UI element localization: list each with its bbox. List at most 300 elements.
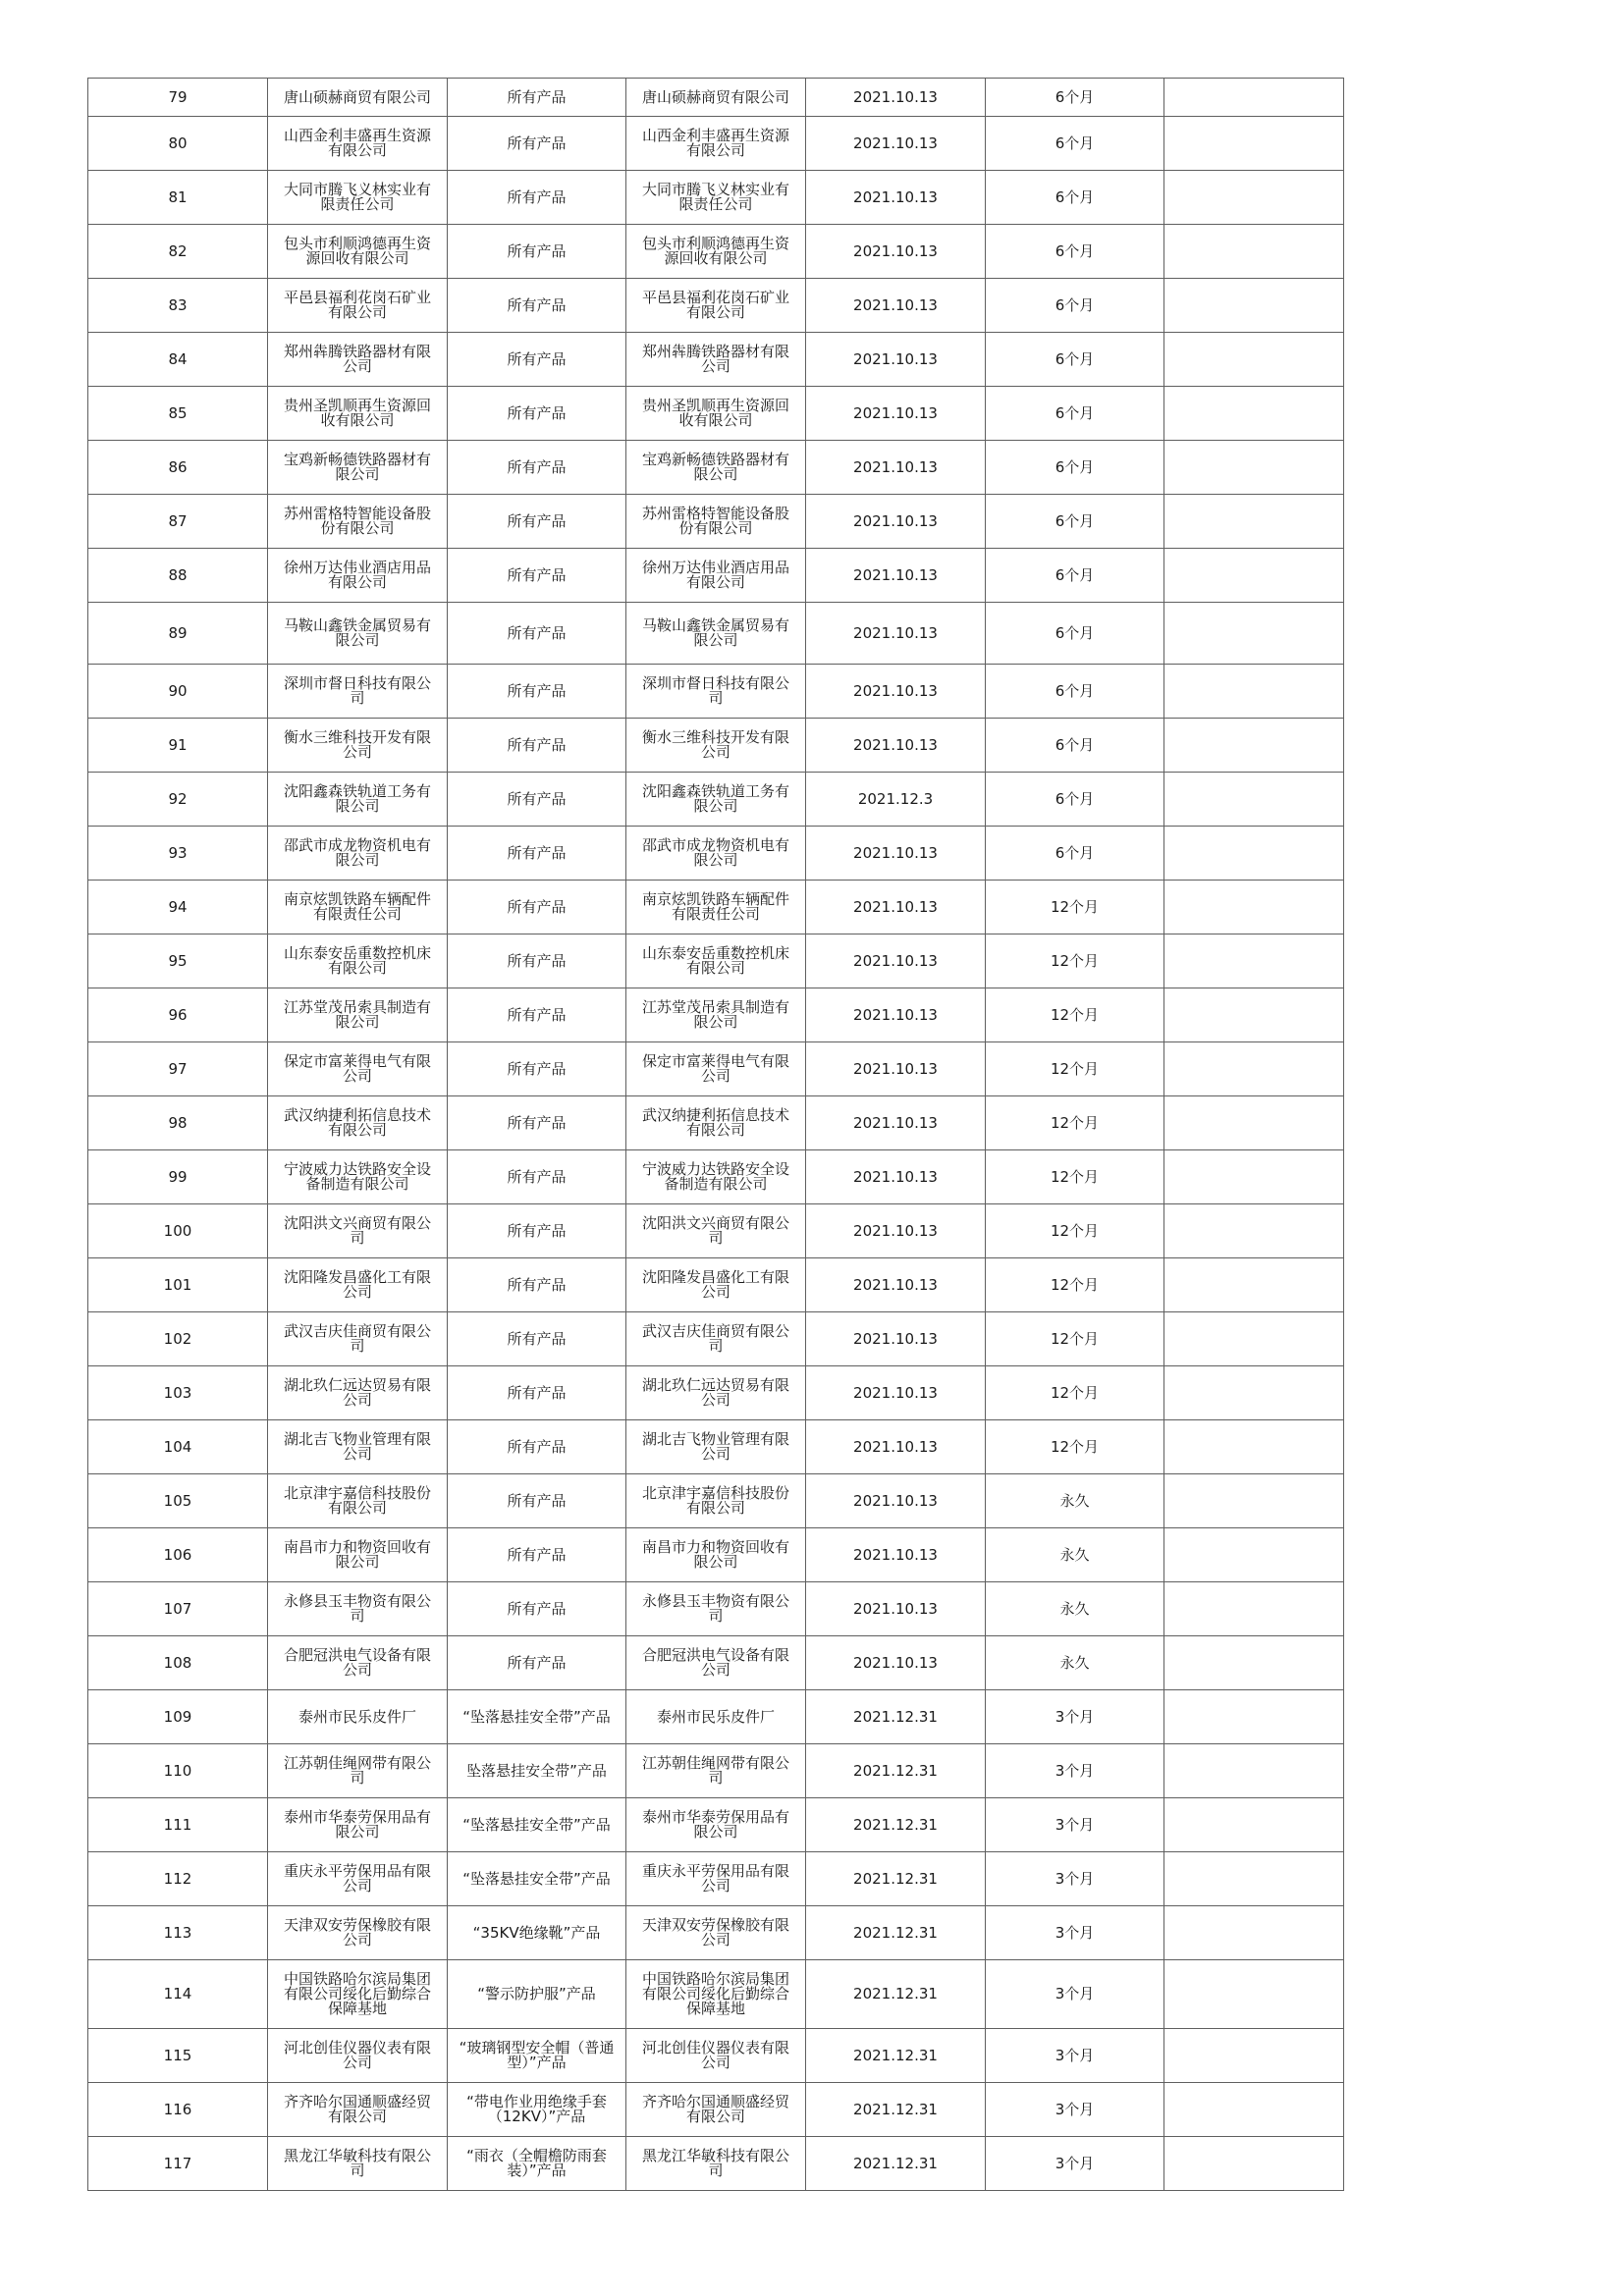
responsible-unit-cell: 宝鸡新畅德铁路器材有限公司 [626, 441, 806, 495]
duration-cell: 永久 [986, 1528, 1164, 1582]
start-date-cell: 2021.10.13 [806, 441, 986, 495]
row-number-cell: 115 [88, 2029, 268, 2083]
remark-cell [1164, 988, 1344, 1042]
start-date-cell: 2021.10.13 [806, 1042, 986, 1096]
table-row [88, 988, 1344, 1042]
company-name-cell: 湖北吉飞物业管理有限公司 [268, 1420, 448, 1474]
company-name-cell: 齐齐哈尔国通顺盛经贸有限公司 [268, 2083, 448, 2137]
duration-cell: 6个月 [986, 827, 1164, 881]
row-number-cell: 95 [88, 934, 268, 988]
company-name-cell: 山西金利丰盛再生资源有限公司 [268, 117, 448, 171]
remark-cell [1164, 665, 1344, 719]
start-date-cell: 2021.12.31 [806, 2083, 986, 2137]
company-name-cell: 南昌市力和物资回收有限公司 [268, 1528, 448, 1582]
responsible-unit-cell: 郑州犇腾铁路器材有限公司 [626, 333, 806, 387]
remark-cell [1164, 1744, 1344, 1798]
responsible-unit-cell: 山东泰安岳重数控机床有限公司 [626, 934, 806, 988]
responsible-unit-cell: 衡水三维科技开发有限公司 [626, 719, 806, 773]
duration-cell: 6个月 [986, 665, 1164, 719]
row-number-cell: 89 [88, 603, 268, 665]
product-scope-cell: “35KV绝缘靴”产品 [448, 1906, 626, 1960]
row-number-cell: 85 [88, 387, 268, 441]
remark-cell [1164, 719, 1344, 773]
row-number-cell: 114 [88, 1960, 268, 2029]
remark-cell [1164, 1636, 1344, 1690]
responsible-unit-cell: 泰州市民乐皮件厂 [626, 1690, 806, 1744]
responsible-unit-cell: 徐州万达伟业酒店用品有限公司 [626, 549, 806, 603]
company-name-cell: 大同市腾飞义林实业有限责任公司 [268, 171, 448, 225]
start-date-cell: 2021.10.13 [806, 117, 986, 171]
remark-cell [1164, 1258, 1344, 1312]
product-scope-cell: 所有产品 [448, 279, 626, 333]
responsible-unit-cell: 合肥冠洪电气设备有限公司 [626, 1636, 806, 1690]
start-date-cell: 2021.10.13 [806, 1204, 986, 1258]
start-date-cell: 2021.10.13 [806, 934, 986, 988]
table-row [88, 1096, 1344, 1150]
start-date-cell: 2021.10.13 [806, 79, 986, 117]
row-number-cell: 83 [88, 279, 268, 333]
duration-cell: 6个月 [986, 279, 1164, 333]
responsible-unit-cell: 沈阳隆发昌盛化工有限公司 [626, 1258, 806, 1312]
company-name-cell: 天津双安劳保橡胶有限公司 [268, 1906, 448, 1960]
table-row [88, 2029, 1344, 2083]
start-date-cell: 2021.10.13 [806, 171, 986, 225]
row-number-cell: 112 [88, 1852, 268, 1906]
duration-cell: 3个月 [986, 1690, 1164, 1744]
row-number-cell: 96 [88, 988, 268, 1042]
row-number-cell: 94 [88, 881, 268, 934]
duration-cell: 6个月 [986, 171, 1164, 225]
product-scope-cell: 所有产品 [448, 1096, 626, 1150]
start-date-cell: 2021.10.13 [806, 1312, 986, 1366]
duration-cell: 12个月 [986, 881, 1164, 934]
responsible-unit-cell: 永修县玉丰物资有限公司 [626, 1582, 806, 1636]
duration-cell: 3个月 [986, 2083, 1164, 2137]
row-number-cell: 91 [88, 719, 268, 773]
responsible-unit-cell: 湖北吉飞物业管理有限公司 [626, 1420, 806, 1474]
start-date-cell: 2021.10.13 [806, 603, 986, 665]
duration-cell: 6个月 [986, 773, 1164, 827]
remark-cell [1164, 881, 1344, 934]
duration-cell: 3个月 [986, 1852, 1164, 1906]
remark-cell [1164, 79, 1344, 117]
duration-cell: 3个月 [986, 1906, 1164, 1960]
product-scope-cell: 所有产品 [448, 1150, 626, 1204]
company-name-cell: 南京炫凯铁路车辆配件有限责任公司 [268, 881, 448, 934]
table-row [88, 603, 1344, 665]
start-date-cell: 2021.12.31 [806, 1690, 986, 1744]
product-scope-cell: 所有产品 [448, 1042, 626, 1096]
responsible-unit-cell: 天津双安劳保橡胶有限公司 [626, 1906, 806, 1960]
remark-cell [1164, 1204, 1344, 1258]
row-number-cell: 117 [88, 2137, 268, 2191]
start-date-cell: 2021.10.13 [806, 1528, 986, 1582]
start-date-cell: 2021.12.3 [806, 773, 986, 827]
duration-cell: 6个月 [986, 441, 1164, 495]
remark-cell [1164, 279, 1344, 333]
product-scope-cell: 所有产品 [448, 603, 626, 665]
company-name-cell: 宁波威力达铁路安全设备制造有限公司 [268, 1150, 448, 1204]
responsible-unit-cell: 唐山硕赫商贸有限公司 [626, 79, 806, 117]
product-scope-cell: 所有产品 [448, 1204, 626, 1258]
duration-cell: 6个月 [986, 549, 1164, 603]
duration-cell: 12个月 [986, 988, 1164, 1042]
responsible-unit-cell: 邵武市成龙物资机电有限公司 [626, 827, 806, 881]
company-name-cell: 重庆永平劳保用品有限公司 [268, 1852, 448, 1906]
start-date-cell: 2021.10.13 [806, 549, 986, 603]
responsible-unit-cell: 中国铁路哈尔滨局集团有限公司绥化后勤综合保障基地 [626, 1960, 806, 2029]
responsible-unit-cell: 宁波威力达铁路安全设备制造有限公司 [626, 1150, 806, 1204]
start-date-cell: 2021.12.31 [806, 2137, 986, 2191]
product-scope-cell: “坠落悬挂安全带”产品 [448, 1690, 626, 1744]
company-name-cell: 泰州市华泰劳保用品有限公司 [268, 1798, 448, 1852]
row-number-cell: 87 [88, 495, 268, 549]
product-scope-cell: 所有产品 [448, 1420, 626, 1474]
remark-cell [1164, 1042, 1344, 1096]
product-scope-cell: 所有产品 [448, 1636, 626, 1690]
duration-cell: 6个月 [986, 79, 1164, 117]
table-row [88, 1852, 1344, 1906]
company-name-cell: 邵武市成龙物资机电有限公司 [268, 827, 448, 881]
table-row [88, 1258, 1344, 1312]
start-date-cell: 2021.10.13 [806, 1582, 986, 1636]
table-row [88, 827, 1344, 881]
table-row [88, 1042, 1344, 1096]
product-scope-cell: 坠落悬挂安全带”产品 [448, 1744, 626, 1798]
start-date-cell: 2021.10.13 [806, 225, 986, 279]
table-row [88, 665, 1344, 719]
responsible-unit-cell: 包头市利顺鸿德再生资源回收有限公司 [626, 225, 806, 279]
responsible-unit-cell: 江苏朝佳绳网带有限公司 [626, 1744, 806, 1798]
duration-cell: 永久 [986, 1582, 1164, 1636]
company-name-cell: 沈阳鑫森铁轨道工务有限公司 [268, 773, 448, 827]
company-name-cell: 衡水三维科技开发有限公司 [268, 719, 448, 773]
product-scope-cell: 所有产品 [448, 495, 626, 549]
duration-cell: 永久 [986, 1636, 1164, 1690]
responsible-unit-cell: 南昌市力和物资回收有限公司 [626, 1528, 806, 1582]
responsible-unit-cell: 北京津宇嘉信科技股份有限公司 [626, 1474, 806, 1528]
product-scope-cell: 所有产品 [448, 665, 626, 719]
duration-cell: 6个月 [986, 719, 1164, 773]
responsible-unit-cell: 黑龙江华敏科技有限公司 [626, 2137, 806, 2191]
company-name-cell: 唐山硕赫商贸有限公司 [268, 79, 448, 117]
company-name-cell: 深圳市督日科技有限公司 [268, 665, 448, 719]
duration-cell: 6个月 [986, 387, 1164, 441]
product-scope-cell: 所有产品 [448, 171, 626, 225]
table-row [88, 1582, 1344, 1636]
row-number-cell: 79 [88, 79, 268, 117]
duration-cell: 6个月 [986, 225, 1164, 279]
responsible-unit-cell: 武汉纳捷利拓信息技术有限公司 [626, 1096, 806, 1150]
duration-cell: 3个月 [986, 1744, 1164, 1798]
remark-cell [1164, 603, 1344, 665]
duration-cell: 6个月 [986, 333, 1164, 387]
start-date-cell: 2021.10.13 [806, 665, 986, 719]
table-row [88, 171, 1344, 225]
responsible-unit-cell: 大同市腾飞义林实业有限责任公司 [626, 171, 806, 225]
row-number-cell: 84 [88, 333, 268, 387]
responsible-unit-cell: 保定市富莱得电气有限公司 [626, 1042, 806, 1096]
table-row [88, 333, 1344, 387]
responsible-unit-cell: 贵州圣凯顺再生资源回收有限公司 [626, 387, 806, 441]
product-scope-cell: 所有产品 [448, 1582, 626, 1636]
responsible-unit-cell: 江苏堂茂吊索具制造有限公司 [626, 988, 806, 1042]
table-row [88, 117, 1344, 171]
company-name-cell: 马鞍山鑫铁金属贸易有限公司 [268, 603, 448, 665]
responsible-unit-cell: 苏州雷格特智能设备股份有限公司 [626, 495, 806, 549]
duration-cell: 12个月 [986, 1258, 1164, 1312]
product-scope-cell: 所有产品 [448, 827, 626, 881]
company-name-cell: 保定市富莱得电气有限公司 [268, 1042, 448, 1096]
remark-cell [1164, 2137, 1344, 2191]
row-number-cell: 102 [88, 1312, 268, 1366]
company-name-cell: 永修县玉丰物资有限公司 [268, 1582, 448, 1636]
remark-cell [1164, 1582, 1344, 1636]
product-scope-cell: 所有产品 [448, 79, 626, 117]
company-name-cell: 沈阳隆发昌盛化工有限公司 [268, 1258, 448, 1312]
remark-cell [1164, 2029, 1344, 2083]
table-row [88, 549, 1344, 603]
company-name-cell: 包头市利顺鸿德再生资源回收有限公司 [268, 225, 448, 279]
responsible-unit-cell: 沈阳洪文兴商贸有限公司 [626, 1204, 806, 1258]
row-number-cell: 108 [88, 1636, 268, 1690]
table-row [88, 1690, 1344, 1744]
start-date-cell: 2021.12.31 [806, 2029, 986, 2083]
start-date-cell: 2021.10.13 [806, 1258, 986, 1312]
row-number-cell: 106 [88, 1528, 268, 1582]
duration-cell: 6个月 [986, 495, 1164, 549]
row-number-cell: 116 [88, 2083, 268, 2137]
table-row [88, 79, 1344, 117]
table-row [88, 1528, 1344, 1582]
duration-cell: 12个月 [986, 934, 1164, 988]
row-number-cell: 111 [88, 1798, 268, 1852]
company-name-cell: 武汉吉庆佳商贸有限公司 [268, 1312, 448, 1366]
responsible-unit-cell: 南京炫凯铁路车辆配件有限责任公司 [626, 881, 806, 934]
company-name-cell: 山东泰安岳重数控机床有限公司 [268, 934, 448, 988]
remark-cell [1164, 549, 1344, 603]
remark-cell [1164, 1366, 1344, 1420]
row-number-cell: 103 [88, 1366, 268, 1420]
remark-cell [1164, 2083, 1344, 2137]
table-row [88, 1474, 1344, 1528]
product-scope-cell: “带电作业用绝缘手套（12KV）”产品 [448, 2083, 626, 2137]
remark-cell [1164, 387, 1344, 441]
product-scope-cell: 所有产品 [448, 333, 626, 387]
row-number-cell: 113 [88, 1906, 268, 1960]
responsible-unit-cell: 马鞍山鑫铁金属贸易有限公司 [626, 603, 806, 665]
product-scope-cell: “玻璃钢型安全帽（普通型）”产品 [448, 2029, 626, 2083]
row-number-cell: 93 [88, 827, 268, 881]
company-name-cell: 武汉纳捷利拓信息技术有限公司 [268, 1096, 448, 1150]
company-name-cell: 沈阳洪文兴商贸有限公司 [268, 1204, 448, 1258]
start-date-cell: 2021.12.31 [806, 1744, 986, 1798]
company-name-cell: 江苏堂茂吊索具制造有限公司 [268, 988, 448, 1042]
company-name-cell: 黑龙江华敏科技有限公司 [268, 2137, 448, 2191]
duration-cell: 12个月 [986, 1366, 1164, 1420]
row-number-cell: 99 [88, 1150, 268, 1204]
product-scope-cell: 所有产品 [448, 881, 626, 934]
remark-cell [1164, 117, 1344, 171]
row-number-cell: 110 [88, 1744, 268, 1798]
product-scope-cell: “坠落悬挂安全带”产品 [448, 1798, 626, 1852]
company-name-cell: 宝鸡新畅德铁路器材有限公司 [268, 441, 448, 495]
start-date-cell: 2021.12.31 [806, 1852, 986, 1906]
remark-cell [1164, 773, 1344, 827]
company-name-cell: 泰州市民乐皮件厂 [268, 1690, 448, 1744]
product-scope-cell: 所有产品 [448, 387, 626, 441]
duration-cell: 12个月 [986, 1204, 1164, 1258]
table-row [88, 1744, 1344, 1798]
responsible-unit-cell: 山西金利丰盛再生资源有限公司 [626, 117, 806, 171]
responsible-unit-cell: 泰州市华泰劳保用品有限公司 [626, 1798, 806, 1852]
duration-cell: 12个月 [986, 1042, 1164, 1096]
company-name-cell: 湖北玖仁远达贸易有限公司 [268, 1366, 448, 1420]
start-date-cell: 2021.12.31 [806, 1906, 986, 1960]
responsible-unit-cell: 武汉吉庆佳商贸有限公司 [626, 1312, 806, 1366]
table-row [88, 1312, 1344, 1366]
responsible-unit-cell: 重庆永平劳保用品有限公司 [626, 1852, 806, 1906]
start-date-cell: 2021.10.13 [806, 495, 986, 549]
start-date-cell: 2021.10.13 [806, 1420, 986, 1474]
start-date-cell: 2021.10.13 [806, 988, 986, 1042]
start-date-cell: 2021.10.13 [806, 279, 986, 333]
company-name-cell: 贵州圣凯顺再生资源回收有限公司 [268, 387, 448, 441]
table-row [88, 1366, 1344, 1420]
table-row [88, 495, 1344, 549]
product-scope-cell: 所有产品 [448, 1474, 626, 1528]
start-date-cell: 2021.12.31 [806, 1960, 986, 2029]
table-row [88, 1636, 1344, 1690]
row-number-cell: 105 [88, 1474, 268, 1528]
table-row [88, 934, 1344, 988]
start-date-cell: 2021.10.13 [806, 1096, 986, 1150]
product-scope-cell: “雨衣（全帽檐防雨套装）”产品 [448, 2137, 626, 2191]
company-name-cell: 河北创佳仪器仪表有限公司 [268, 2029, 448, 2083]
remark-cell [1164, 934, 1344, 988]
row-number-cell: 104 [88, 1420, 268, 1474]
remark-cell [1164, 1096, 1344, 1150]
table-row [88, 2137, 1344, 2191]
company-name-cell: 中国铁路哈尔滨局集团有限公司绥化后勤综合保障基地 [268, 1960, 448, 2029]
table-row [88, 2083, 1344, 2137]
start-date-cell: 2021.10.13 [806, 1150, 986, 1204]
remark-cell [1164, 441, 1344, 495]
product-scope-cell: 所有产品 [448, 225, 626, 279]
company-name-cell: 郑州犇腾铁路器材有限公司 [268, 333, 448, 387]
company-name-cell: 北京津宇嘉信科技股份有限公司 [268, 1474, 448, 1528]
start-date-cell: 2021.10.13 [806, 881, 986, 934]
company-name-cell: 合肥冠洪电气设备有限公司 [268, 1636, 448, 1690]
responsible-unit-cell: 深圳市督日科技有限公司 [626, 665, 806, 719]
duration-cell: 6个月 [986, 117, 1164, 171]
remark-cell [1164, 1312, 1344, 1366]
responsible-unit-cell: 湖北玖仁远达贸易有限公司 [626, 1366, 806, 1420]
remark-cell [1164, 1420, 1344, 1474]
company-name-cell: 苏州雷格特智能设备股份有限公司 [268, 495, 448, 549]
duration-cell: 3个月 [986, 1960, 1164, 2029]
remark-cell [1164, 1474, 1344, 1528]
start-date-cell: 2021.12.31 [806, 1798, 986, 1852]
duration-cell: 12个月 [986, 1096, 1164, 1150]
table-row [88, 1204, 1344, 1258]
remark-cell [1164, 1798, 1344, 1852]
table-body [88, 79, 1344, 2191]
table-row [88, 1150, 1344, 1204]
table-row [88, 1420, 1344, 1474]
row-number-cell: 80 [88, 117, 268, 171]
responsible-unit-cell: 沈阳鑫森铁轨道工务有限公司 [626, 773, 806, 827]
start-date-cell: 2021.10.13 [806, 1474, 986, 1528]
product-scope-cell: 所有产品 [448, 441, 626, 495]
product-scope-cell: 所有产品 [448, 1366, 626, 1420]
start-date-cell: 2021.10.13 [806, 827, 986, 881]
row-number-cell: 86 [88, 441, 268, 495]
company-name-cell: 徐州万达伟业酒店用品有限公司 [268, 549, 448, 603]
duration-cell: 12个月 [986, 1150, 1164, 1204]
row-number-cell: 109 [88, 1690, 268, 1744]
table-row [88, 1798, 1344, 1852]
row-number-cell: 88 [88, 549, 268, 603]
remark-cell [1164, 1906, 1344, 1960]
product-scope-cell: 所有产品 [448, 1258, 626, 1312]
row-number-cell: 82 [88, 225, 268, 279]
duration-cell: 3个月 [986, 2137, 1164, 2191]
product-scope-cell: “坠落悬挂安全带”产品 [448, 1852, 626, 1906]
product-scope-cell: 所有产品 [448, 773, 626, 827]
duration-cell: 12个月 [986, 1420, 1164, 1474]
table-row [88, 719, 1344, 773]
duration-cell: 6个月 [986, 603, 1164, 665]
remark-cell [1164, 1150, 1344, 1204]
product-scope-cell: 所有产品 [448, 988, 626, 1042]
company-name-cell: 平邑县福利花岗石矿业有限公司 [268, 279, 448, 333]
row-number-cell: 81 [88, 171, 268, 225]
start-date-cell: 2021.10.13 [806, 1366, 986, 1420]
duration-cell: 12个月 [986, 1312, 1164, 1366]
company-name-cell: 江苏朝佳绳网带有限公司 [268, 1744, 448, 1798]
start-date-cell: 2021.10.13 [806, 387, 986, 441]
table-row [88, 387, 1344, 441]
product-scope-cell: 所有产品 [448, 1528, 626, 1582]
row-number-cell: 97 [88, 1042, 268, 1096]
table-row [88, 225, 1344, 279]
product-scope-cell: 所有产品 [448, 719, 626, 773]
table-row [88, 1906, 1344, 1960]
table-row [88, 1960, 1344, 2029]
remark-cell [1164, 225, 1344, 279]
start-date-cell: 2021.10.13 [806, 333, 986, 387]
remark-cell [1164, 333, 1344, 387]
table-row [88, 773, 1344, 827]
responsible-unit-cell: 河北创佳仪器仪表有限公司 [626, 2029, 806, 2083]
row-number-cell: 101 [88, 1258, 268, 1312]
product-scope-cell: 所有产品 [448, 117, 626, 171]
product-scope-cell: “警示防护服”产品 [448, 1960, 626, 2029]
responsible-unit-cell: 齐齐哈尔国通顺盛经贸有限公司 [626, 2083, 806, 2137]
table-row [88, 881, 1344, 934]
remark-cell [1164, 1690, 1344, 1744]
duration-cell: 3个月 [986, 1798, 1164, 1852]
remark-cell [1164, 171, 1344, 225]
table-row [88, 441, 1344, 495]
start-date-cell: 2021.10.13 [806, 1636, 986, 1690]
row-number-cell: 98 [88, 1096, 268, 1150]
remark-cell [1164, 1528, 1344, 1582]
remark-cell [1164, 1960, 1344, 2029]
duration-cell: 3个月 [986, 2029, 1164, 2083]
start-date-cell: 2021.10.13 [806, 719, 986, 773]
